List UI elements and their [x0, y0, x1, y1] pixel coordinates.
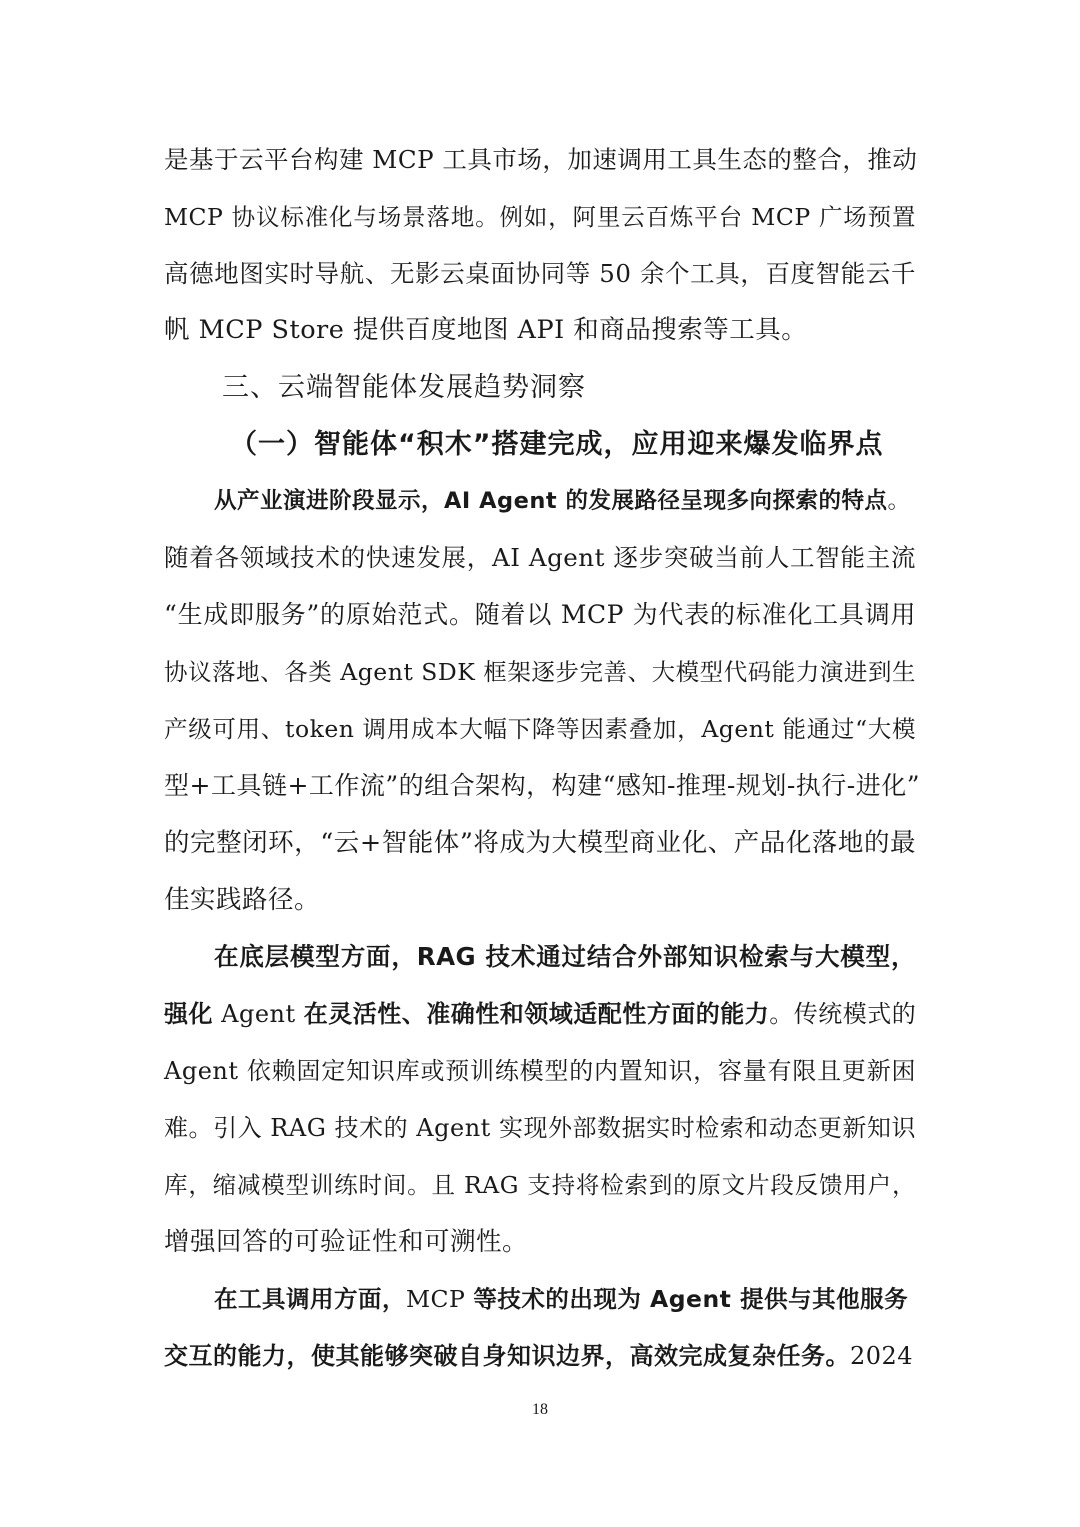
lead-punctuation: 。	[887, 488, 911, 514]
paragraph-line: 型+工具链+工作流”的组合架构，构建“感知-推理-规划-执行-进化”	[164, 771, 921, 800]
normal-text: Agent	[213, 1000, 304, 1028]
bold-text: 交互的能力，使其能够突破自身知识边界，高效完成复杂任务。	[164, 1342, 850, 1370]
paragraph-mixed-line	[164, 1339, 916, 1373]
paragraph-line: 帆 MCP Store 提供百度地图 API 和商品搜索等工具。	[164, 315, 808, 345]
subsection-heading: （一）智能体“积木”搭建完成，应用迎来爆发临界点	[230, 429, 884, 460]
paragraph-line: 是基于云平台构建 MCP 工具市场，加速调用工具生态的整合，推动	[164, 145, 918, 174]
paragraph-line: 随着各领域技术的快速发展，AI Agent 逐步突破当前人工智能主流	[164, 543, 916, 572]
section-heading: 三、云端智能体发展趋势洞察	[222, 372, 586, 403]
bold-text: 在灵活性、准确性和领域适配性方面的能力	[303, 1000, 770, 1028]
normal-text: 。传统模式的	[769, 1000, 917, 1028]
paragraph-line: Agent 依赖固定知识库或预训练模型的内置知识，容量有限且更新困	[164, 1057, 916, 1085]
bold-text: 在工具调用方面，	[214, 1285, 406, 1313]
paragraph-line: 增强回答的可验证性和可溯性。	[164, 1227, 529, 1257]
page-number: 18	[532, 1401, 548, 1418]
bold-text: 强化	[164, 1000, 213, 1028]
paragraph-line: 产级可用、token 调用成本大幅下降等因素叠加，Agent 能通过“大模	[164, 715, 916, 743]
paragraph-line: 难。引入 RAG 技术的 Agent 实现外部数据实时检索和动态更新知识	[164, 1114, 916, 1142]
paragraph-mixed-line	[164, 997, 916, 1031]
paragraph-line: “生成即服务”的原始范式。随着以 MCP 为代表的标准化工具调用	[164, 600, 916, 629]
paragraph-lead-line	[214, 484, 916, 518]
paragraph-line: 库，缩减模型训练时间。且 RAG 支持将检索到的原文片段反馈用户，	[164, 1171, 916, 1199]
paragraph-lead-line: 在底层模型方面，RAG 技术通过结合外部知识检索与大模型，	[214, 942, 916, 971]
paragraph-mixed-line	[214, 1282, 916, 1316]
bold-lead-text: 从产业演进阶段显示，AI Agent 的发展路径呈现多向探索的特点	[214, 488, 888, 514]
bold-text: 等技术的出现为 Agent 提供与其他服务	[473, 1285, 909, 1313]
paragraph-line: 高德地图实时导航、无影云桌面协同等 50 余个工具，百度智能云千	[164, 259, 916, 288]
paragraph-line: MCP 协议标准化与场景落地。例如，阿里云百炼平台 MCP 广场预置	[164, 203, 916, 231]
paragraph-line: 佳实践路径。	[164, 885, 321, 915]
normal-text: MCP	[406, 1285, 474, 1313]
paragraph-line: 的完整闭环，“云+智能体”将成为大模型商业化、产品化落地的最	[164, 828, 916, 858]
normal-text: 2024	[850, 1342, 914, 1370]
paragraph-line: 协议落地、各类 Agent SDK 框架逐步完善、大模型代码能力演进到生	[164, 658, 916, 686]
